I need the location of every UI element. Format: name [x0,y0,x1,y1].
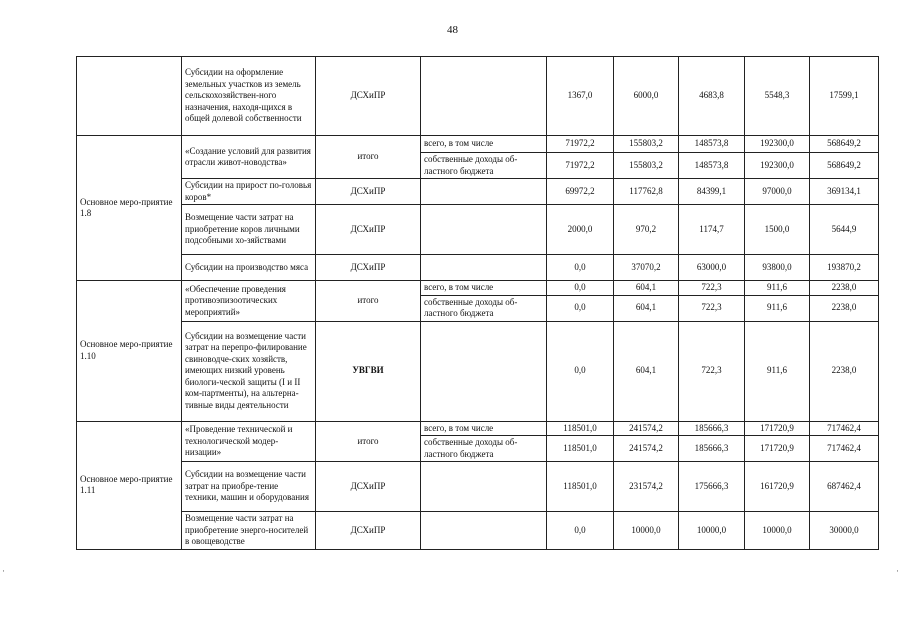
value-cell: 175666,3 [679,462,745,512]
value-cell: 717462,4 [810,436,879,462]
executor-cell: итого [316,136,421,179]
table-row [77,205,879,255]
value-cell: 148573,8 [679,153,745,179]
source-cell: собственные доходы об-ластного бюджета [421,436,547,462]
value-cell: 722,3 [679,295,745,321]
value-cell: 148573,8 [679,136,745,153]
source-cell [421,57,547,136]
table-row [77,255,879,281]
value-cell: 5644,9 [810,205,879,255]
value-cell: 2238,0 [810,321,879,421]
value-cell: 604,1 [614,295,679,321]
value-cell: 185666,3 [679,436,745,462]
value-cell: 6000,0 [614,57,679,136]
value-cell: 568649,2 [810,136,879,153]
value-cell: 69972,2 [547,179,614,205]
value-cell: 0,0 [547,281,614,296]
value-cell: 192300,0 [745,136,810,153]
value-cell: 155803,2 [614,153,679,179]
value-cell: 71972,2 [547,136,614,153]
value-cell: 231574,2 [614,462,679,512]
source-cell [421,255,547,281]
value-cell: 117762,8 [614,179,679,205]
table-row [77,321,879,421]
value-cell: 687462,4 [810,462,879,512]
value-cell: 4683,8 [679,57,745,136]
value-cell: 118501,0 [547,462,614,512]
activity-cell: Основное меро-приятие 1.11 [77,421,182,550]
value-cell: 10000,0 [745,512,810,550]
description-cell: Субсидии на прирост по-головья коров* [182,179,316,205]
source-cell [421,512,547,550]
value-cell: 17599,1 [810,57,879,136]
value-cell: 241574,2 [614,436,679,462]
description-cell: Возмещение части затрат на приобретение коров личными подсобными хо-зяйствами [182,205,316,255]
executor-cell: УВГВИ [316,321,421,421]
executor-cell: ДСХиПР [316,512,421,550]
executor-cell: ДСХиПР [316,255,421,281]
description-cell: Субсидии на возмещение части затрат на приобре-тение техники, машин и оборудования [182,462,316,512]
value-cell: 568649,2 [810,153,879,179]
value-cell: 155803,2 [614,136,679,153]
value-cell: 0,0 [547,512,614,550]
value-cell: 0,0 [547,295,614,321]
value-cell: 911,6 [745,295,810,321]
value-cell: 2238,0 [810,281,879,296]
value-cell: 118501,0 [547,421,614,436]
value-cell: 2238,0 [810,295,879,321]
executor-cell: ДСХиПР [316,462,421,512]
description-cell: «Создание условий для развития отрасли живот-новодства» [182,136,316,179]
value-cell: 717462,4 [810,421,879,436]
value-cell: 63000,0 [679,255,745,281]
value-cell: 2000,0 [547,205,614,255]
value-cell: 118501,0 [547,436,614,462]
page-number: 48 [447,24,458,36]
table-row [77,421,879,436]
value-cell: 911,6 [745,321,810,421]
source-cell: собственные доходы об-ластного бюджета [421,153,547,179]
value-cell: 604,1 [614,281,679,296]
value-cell: 37070,2 [614,255,679,281]
value-cell: 241574,2 [614,421,679,436]
edge-tick-left: · [2,566,5,576]
value-cell: 722,3 [679,321,745,421]
description-cell: «Проведение технической и технологической модер-низации» [182,421,316,462]
table-row [77,462,879,512]
value-cell: 30000,0 [810,512,879,550]
description-cell: Субсидии на возмещение части затрат на перепро-филирование свиноводче-ских хозяйств, имеющих низкий уровень биологи-ческой защиты (I и II ком-партменты), на альтерна-тивные виды деятельности [182,321,316,421]
value-cell: 192300,0 [745,153,810,179]
value-cell: 5548,3 [745,57,810,136]
table-row [77,179,879,205]
table-row [77,512,879,550]
value-cell: 1367,0 [547,57,614,136]
value-cell: 185666,3 [679,421,745,436]
value-cell: 970,2 [614,205,679,255]
value-cell: 1174,7 [679,205,745,255]
value-cell: 84399,1 [679,179,745,205]
value-cell: 722,3 [679,281,745,296]
value-cell: 97000,0 [745,179,810,205]
value-cell: 171720,9 [745,421,810,436]
source-cell: всего, в том числе [421,421,547,436]
value-cell: 604,1 [614,321,679,421]
table-row [77,136,879,153]
executor-cell: итого [316,421,421,462]
edge-tick-right: · [896,566,899,576]
source-cell [421,462,547,512]
source-cell [421,321,547,421]
budget-table [76,56,879,550]
source-cell [421,205,547,255]
source-cell: всего, в том числе [421,136,547,153]
executor-cell: ДСХиПР [316,179,421,205]
source-cell [421,179,547,205]
value-cell: 193870,2 [810,255,879,281]
value-cell: 911,6 [745,281,810,296]
activity-cell: Основное меро-приятие 1.8 [77,136,182,281]
executor-cell: ДСХиПР [316,57,421,136]
description-cell: Субсидии на производство мяса [182,255,316,281]
executor-cell: ДСХиПР [316,205,421,255]
table-row [77,281,879,296]
value-cell: 0,0 [547,321,614,421]
value-cell: 10000,0 [614,512,679,550]
value-cell: 10000,0 [679,512,745,550]
executor-cell: итого [316,281,421,322]
description-cell: Субсидии на оформление земельных участков из земель сельскохозяйствен-ного назначения, находя-щихся в общей долевой собственности [182,57,316,136]
source-cell: всего, в том числе [421,281,547,296]
description-cell: «Обеспечение проведения противоэпизоотических мероприятий» [182,281,316,322]
value-cell: 1500,0 [745,205,810,255]
value-cell: 171720,9 [745,436,810,462]
value-cell: 0,0 [547,255,614,281]
value-cell: 161720,9 [745,462,810,512]
value-cell: 93800,0 [745,255,810,281]
value-cell: 71972,2 [547,153,614,179]
value-cell: 369134,1 [810,179,879,205]
table-row [77,57,879,136]
description-cell: Возмещение части затрат на приобретение энерго-носителей в овощеводстве [182,512,316,550]
activity-cell: Основное меро-приятие 1.10 [77,281,182,422]
source-cell: собственные доходы об-ластного бюджета [421,295,547,321]
activity-cell [77,57,182,136]
